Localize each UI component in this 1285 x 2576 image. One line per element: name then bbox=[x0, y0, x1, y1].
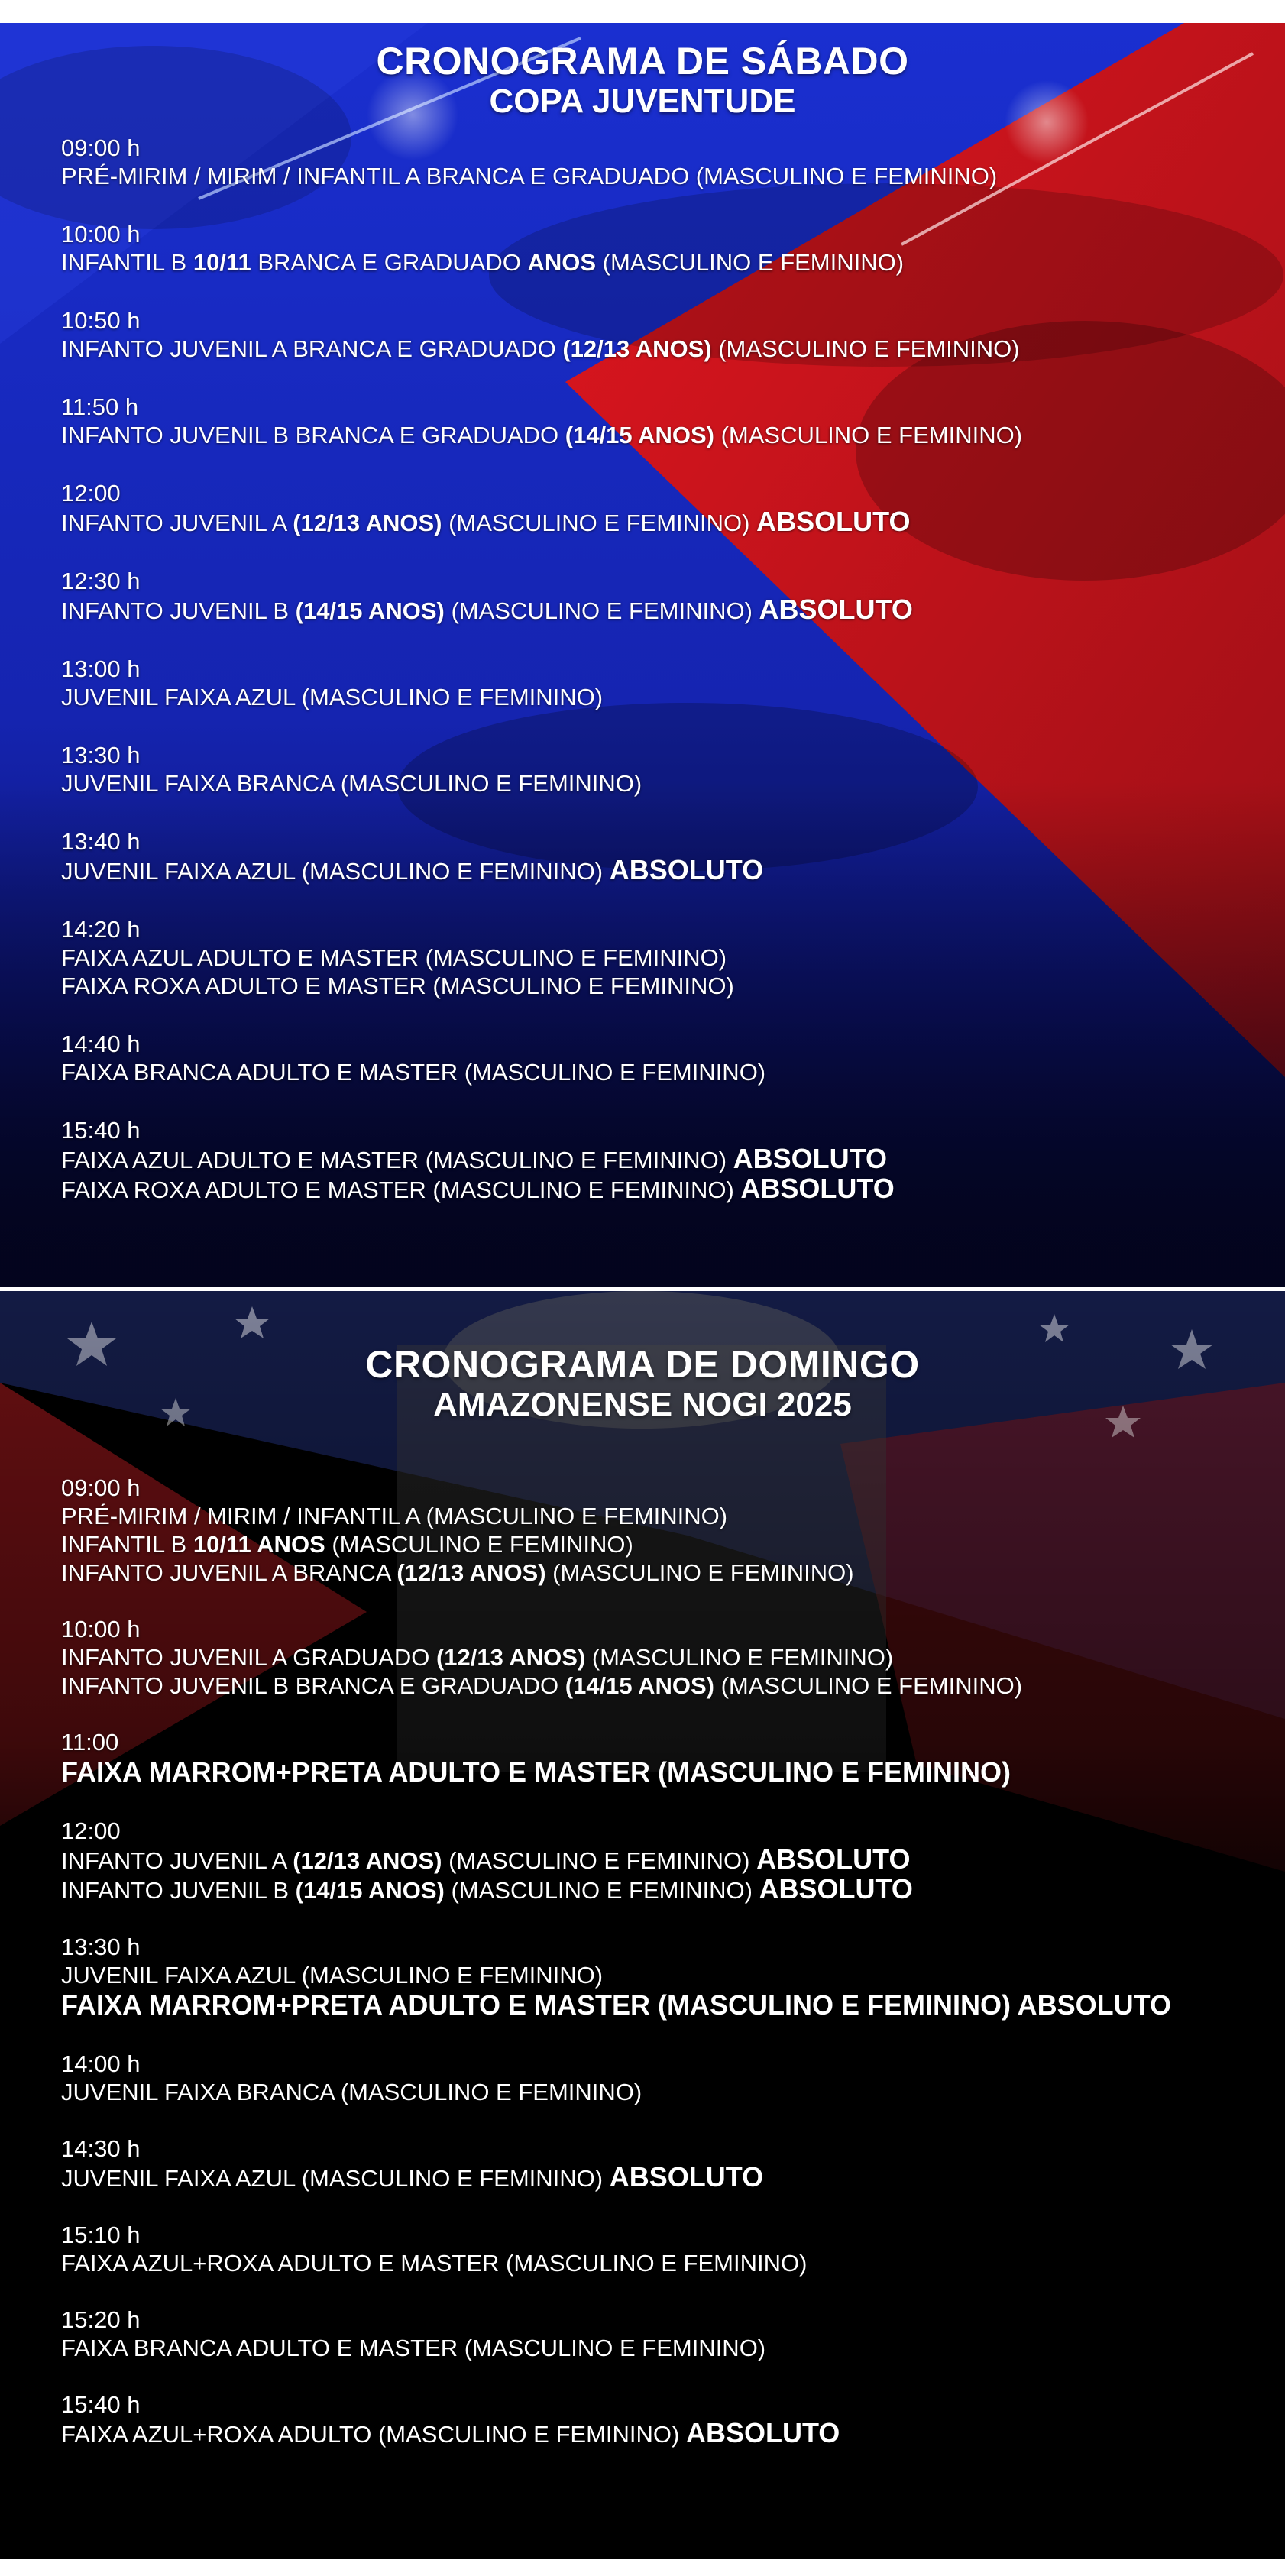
schedule-time: 14:00 h bbox=[61, 2050, 141, 2077]
category-text: FAIXA ROXA ADULTO E MASTER (MASCULINO E FEMININO) bbox=[61, 972, 734, 999]
schedule-time: 15:40 h bbox=[61, 1117, 141, 1144]
category-text: FAIXA MARROM+PRETA ADULTO E MASTER (MASCULINO E FEMININO) bbox=[61, 1756, 1011, 1788]
schedule-block bbox=[61, 2306, 1171, 2362]
schedule-time: 14:20 h bbox=[61, 916, 141, 943]
absoluto-label: ABSOLUTO bbox=[685, 2417, 840, 2448]
category-text: INFANTO JUVENIL A GRADUADO bbox=[61, 1644, 436, 1671]
schedule-block bbox=[61, 393, 1022, 449]
schedule-block bbox=[61, 134, 1022, 190]
schedule-category-line bbox=[61, 1961, 1171, 1989]
category-text: FAIXA ROXA ADULTO E MASTER (MASCULINO E FEMININO) bbox=[61, 1176, 741, 1203]
category-text: FAIXA AZUL+ROXA ADULTO E MASTER (MASCULINO E FEMININO) bbox=[61, 2250, 808, 2277]
schedule-time: 10:00 h bbox=[61, 1616, 141, 1642]
category-text: (14/15 ANOS) bbox=[295, 1877, 445, 1904]
schedule-category-line bbox=[61, 162, 1022, 190]
category-text: FAIXA MARROM+PRETA ADULTO E MASTER (MASCULINO E FEMININO) ABSOLUTO bbox=[61, 1989, 1171, 2021]
schedule-category-line bbox=[61, 421, 1022, 449]
category-text: (MASCULINO E FEMININO) bbox=[714, 422, 1023, 448]
category-text: (MASCULINO E FEMININO) bbox=[444, 1877, 759, 1904]
category-text: INFANTO JUVENIL B bbox=[61, 597, 296, 624]
sunday-title-block bbox=[0, 1343, 1285, 1424]
schedule-block bbox=[61, 2391, 1171, 2448]
schedule-category-line bbox=[61, 856, 1022, 885]
schedule-category-line bbox=[61, 1502, 1171, 1530]
category-text: JUVENIL FAIXA BRANCA (MASCULINO E FEMININO) bbox=[61, 2079, 642, 2105]
category-text: FAIXA AZUL+ROXA ADULTO (MASCULINO E FEMININO) bbox=[61, 2421, 686, 2448]
category-text: BRANCA E GRADUADO bbox=[251, 249, 528, 276]
schedule-category-line bbox=[61, 1144, 1022, 1174]
category-text: (12/13 ANOS) bbox=[293, 510, 442, 536]
schedule-time: 10:00 h bbox=[61, 221, 141, 248]
category-text: INFANTO JUVENIL B BRANCA E GRADUADO bbox=[61, 1672, 565, 1699]
schedule-time: 14:40 h bbox=[61, 1031, 141, 1057]
schedule-time: 15:40 h bbox=[61, 2391, 141, 2418]
schedule-block bbox=[61, 1817, 1171, 1904]
category-text: INFANTO JUVENIL A BRANCA E GRADUADO bbox=[61, 335, 563, 362]
category-text: (MASCULINO E FEMININO) bbox=[714, 1672, 1023, 1699]
schedule-category-line bbox=[61, 1558, 1171, 1587]
category-text: JUVENIL FAIXA BRANCA (MASCULINO E FEMININO) bbox=[61, 770, 642, 797]
category-text: 10/11 bbox=[193, 249, 251, 276]
schedule-category-line bbox=[61, 595, 1022, 625]
category-text: (MASCULINO E FEMININO) bbox=[442, 1847, 757, 1874]
schedule-block bbox=[61, 1616, 1171, 1700]
schedule-block bbox=[61, 1729, 1171, 1788]
category-text: (MASCULINO E FEMININO) bbox=[444, 597, 759, 624]
schedule-category-line bbox=[61, 248, 1022, 277]
schedule-block bbox=[61, 2050, 1171, 2106]
category-text: (MASCULINO E FEMININO) bbox=[545, 1559, 854, 1586]
schedule-block bbox=[61, 2135, 1171, 2193]
schedule-time: 13:30 h bbox=[61, 1934, 141, 1960]
schedule-category-line bbox=[61, 683, 1022, 711]
schedule-time: 15:20 h bbox=[61, 2306, 141, 2333]
schedule-time: 15:10 h bbox=[61, 2222, 141, 2248]
schedule-block bbox=[61, 221, 1022, 277]
schedule-category-line bbox=[61, 2078, 1171, 2106]
category-text: INFANTO JUVENIL B bbox=[61, 1877, 296, 1904]
schedule-block bbox=[61, 916, 1022, 1000]
category-text: (MASCULINO E FEMININO) bbox=[585, 1644, 894, 1671]
saturday-subtitle: COPA JUVENTUDE bbox=[489, 83, 796, 120]
category-text: INFANTIL B bbox=[61, 249, 193, 276]
category-text: PRÉ-MIRIM / MIRIM / INFANTIL A BRANCA E GRADUADO (MASCULINO E FEMININO) bbox=[61, 163, 998, 189]
schedule-time: 12:30 h bbox=[61, 568, 141, 594]
schedule-category-line bbox=[61, 1989, 1171, 2021]
schedule-block bbox=[61, 480, 1022, 537]
schedule-block bbox=[61, 1474, 1171, 1587]
category-text: FAIXA AZUL ADULTO E MASTER (MASCULINO E FEMININO) bbox=[61, 944, 727, 971]
absoluto-label: ABSOLUTO bbox=[756, 506, 911, 537]
schedule-time: 13:40 h bbox=[61, 828, 141, 855]
schedule-category-line bbox=[61, 1845, 1171, 1875]
saturday-schedule-list bbox=[61, 134, 1022, 1204]
category-text: INFANTO JUVENIL A bbox=[61, 510, 293, 536]
schedule-time: 13:00 h bbox=[61, 655, 141, 682]
schedule-block bbox=[61, 307, 1022, 363]
schedule-time: 09:00 h bbox=[61, 134, 141, 161]
category-text: (MASCULINO E FEMININO) bbox=[442, 510, 757, 536]
category-text: (MASCULINO E FEMININO) bbox=[596, 249, 905, 276]
category-text: PRÉ-MIRIM / MIRIM / INFANTIL A (MASCULINO E FEMININO) bbox=[61, 1503, 728, 1529]
schedule-category-line bbox=[61, 2249, 1171, 2277]
category-text: ANOS bbox=[527, 249, 597, 276]
sunday-schedule-list bbox=[61, 1474, 1171, 2448]
schedule-time: 10:50 h bbox=[61, 307, 141, 334]
schedule-time: 12:00 bbox=[61, 1817, 121, 1844]
category-text: INFANTO JUVENIL A BRANCA bbox=[61, 1559, 397, 1586]
category-text: (14/15 ANOS) bbox=[565, 422, 714, 448]
schedule-time: 11:50 h bbox=[61, 393, 139, 420]
schedule-category-line bbox=[61, 972, 1022, 1000]
category-text: JUVENIL FAIXA AZUL (MASCULINO E FEMININO) bbox=[61, 858, 610, 885]
category-text: (14/15 ANOS) bbox=[565, 1672, 714, 1699]
saturday-schedule-panel bbox=[0, 23, 1285, 1287]
schedule-time: 11:00 bbox=[61, 1729, 119, 1756]
category-text: JUVENIL FAIXA AZUL (MASCULINO E FEMININO) bbox=[61, 684, 604, 710]
category-text: FAIXA BRANCA ADULTO E MASTER (MASCULINO E FEMININO) bbox=[61, 1059, 766, 1086]
schedule-time: 12:00 bbox=[61, 480, 121, 506]
schedule-category-line bbox=[61, 1671, 1171, 1700]
schedule-block bbox=[61, 1031, 1022, 1086]
schedule-category-line bbox=[61, 769, 1022, 798]
schedule-block bbox=[61, 655, 1022, 711]
category-text: (MASCULINO E FEMININO) bbox=[325, 1531, 633, 1558]
schedule-category-line bbox=[61, 1756, 1171, 1788]
schedule-block bbox=[61, 568, 1022, 625]
absoluto-label: ABSOLUTO bbox=[733, 1143, 887, 1174]
sunday-schedule-panel bbox=[0, 1291, 1285, 2559]
schedule-block bbox=[61, 742, 1022, 798]
schedule-category-line bbox=[61, 1643, 1171, 1671]
schedule-time: 14:30 h bbox=[61, 2135, 141, 2162]
absoluto-label: ABSOLUTO bbox=[609, 854, 764, 885]
category-text: FAIXA BRANCA ADULTO E MASTER (MASCULINO E FEMININO) bbox=[61, 2335, 766, 2361]
schedule-block bbox=[61, 2222, 1171, 2277]
schedule-category-line bbox=[61, 2163, 1171, 2193]
schedule-category-line bbox=[61, 2419, 1171, 2448]
category-text: INFANTO JUVENIL A bbox=[61, 1847, 293, 1874]
absoluto-label: ABSOLUTO bbox=[609, 2161, 764, 2193]
category-text: (12/13 ANOS) bbox=[435, 1644, 586, 1671]
absoluto-label: ABSOLUTO bbox=[740, 1173, 895, 1204]
schedule-time: 09:00 h bbox=[61, 1474, 141, 1501]
saturday-title-block bbox=[0, 40, 1285, 121]
category-text: (MASCULINO E FEMININO) bbox=[711, 335, 1020, 362]
category-text: JUVENIL FAIXA AZUL (MASCULINO E FEMININO) bbox=[61, 2165, 610, 2192]
schedule-category-line bbox=[61, 1530, 1171, 1558]
schedule-category-line bbox=[61, 335, 1022, 363]
absoluto-label: ABSOLUTO bbox=[759, 1873, 913, 1904]
schedule-block bbox=[61, 1117, 1022, 1204]
schedule-category-line bbox=[61, 1875, 1171, 1904]
category-text: (14/15 ANOS) bbox=[295, 597, 445, 624]
category-text: JUVENIL FAIXA AZUL (MASCULINO E FEMININO) bbox=[61, 1962, 604, 1989]
schedule-block bbox=[61, 1934, 1171, 2021]
category-text: (12/13 ANOS) bbox=[562, 335, 712, 362]
schedule-category-line bbox=[61, 943, 1022, 972]
absoluto-label: ABSOLUTO bbox=[756, 1843, 911, 1875]
category-text: (12/13 ANOS) bbox=[397, 1559, 546, 1586]
schedule-block bbox=[61, 828, 1022, 885]
sunday-title: CRONOGRAMA DE DOMINGO bbox=[365, 1343, 920, 1386]
category-text: INFANTIL B bbox=[61, 1531, 193, 1558]
category-text: INFANTO JUVENIL B BRANCA E GRADUADO bbox=[61, 422, 565, 448]
absoluto-label: ABSOLUTO bbox=[759, 594, 913, 625]
category-text: 10/11 ANOS bbox=[193, 1531, 325, 1558]
schedule-category-line bbox=[61, 1058, 1022, 1086]
category-text: (12/13 ANOS) bbox=[293, 1847, 442, 1874]
schedule-category-line bbox=[61, 2334, 1171, 2362]
category-text: FAIXA AZUL ADULTO E MASTER (MASCULINO E FEMININO) bbox=[61, 1147, 733, 1173]
sunday-subtitle: AMAZONENSE NOGI 2025 bbox=[433, 1386, 852, 1423]
saturday-title: CRONOGRAMA DE SÁBADO bbox=[376, 40, 909, 83]
schedule-category-line bbox=[61, 1174, 1022, 1204]
schedule-time: 13:30 h bbox=[61, 742, 141, 769]
schedule-category-line bbox=[61, 507, 1022, 537]
